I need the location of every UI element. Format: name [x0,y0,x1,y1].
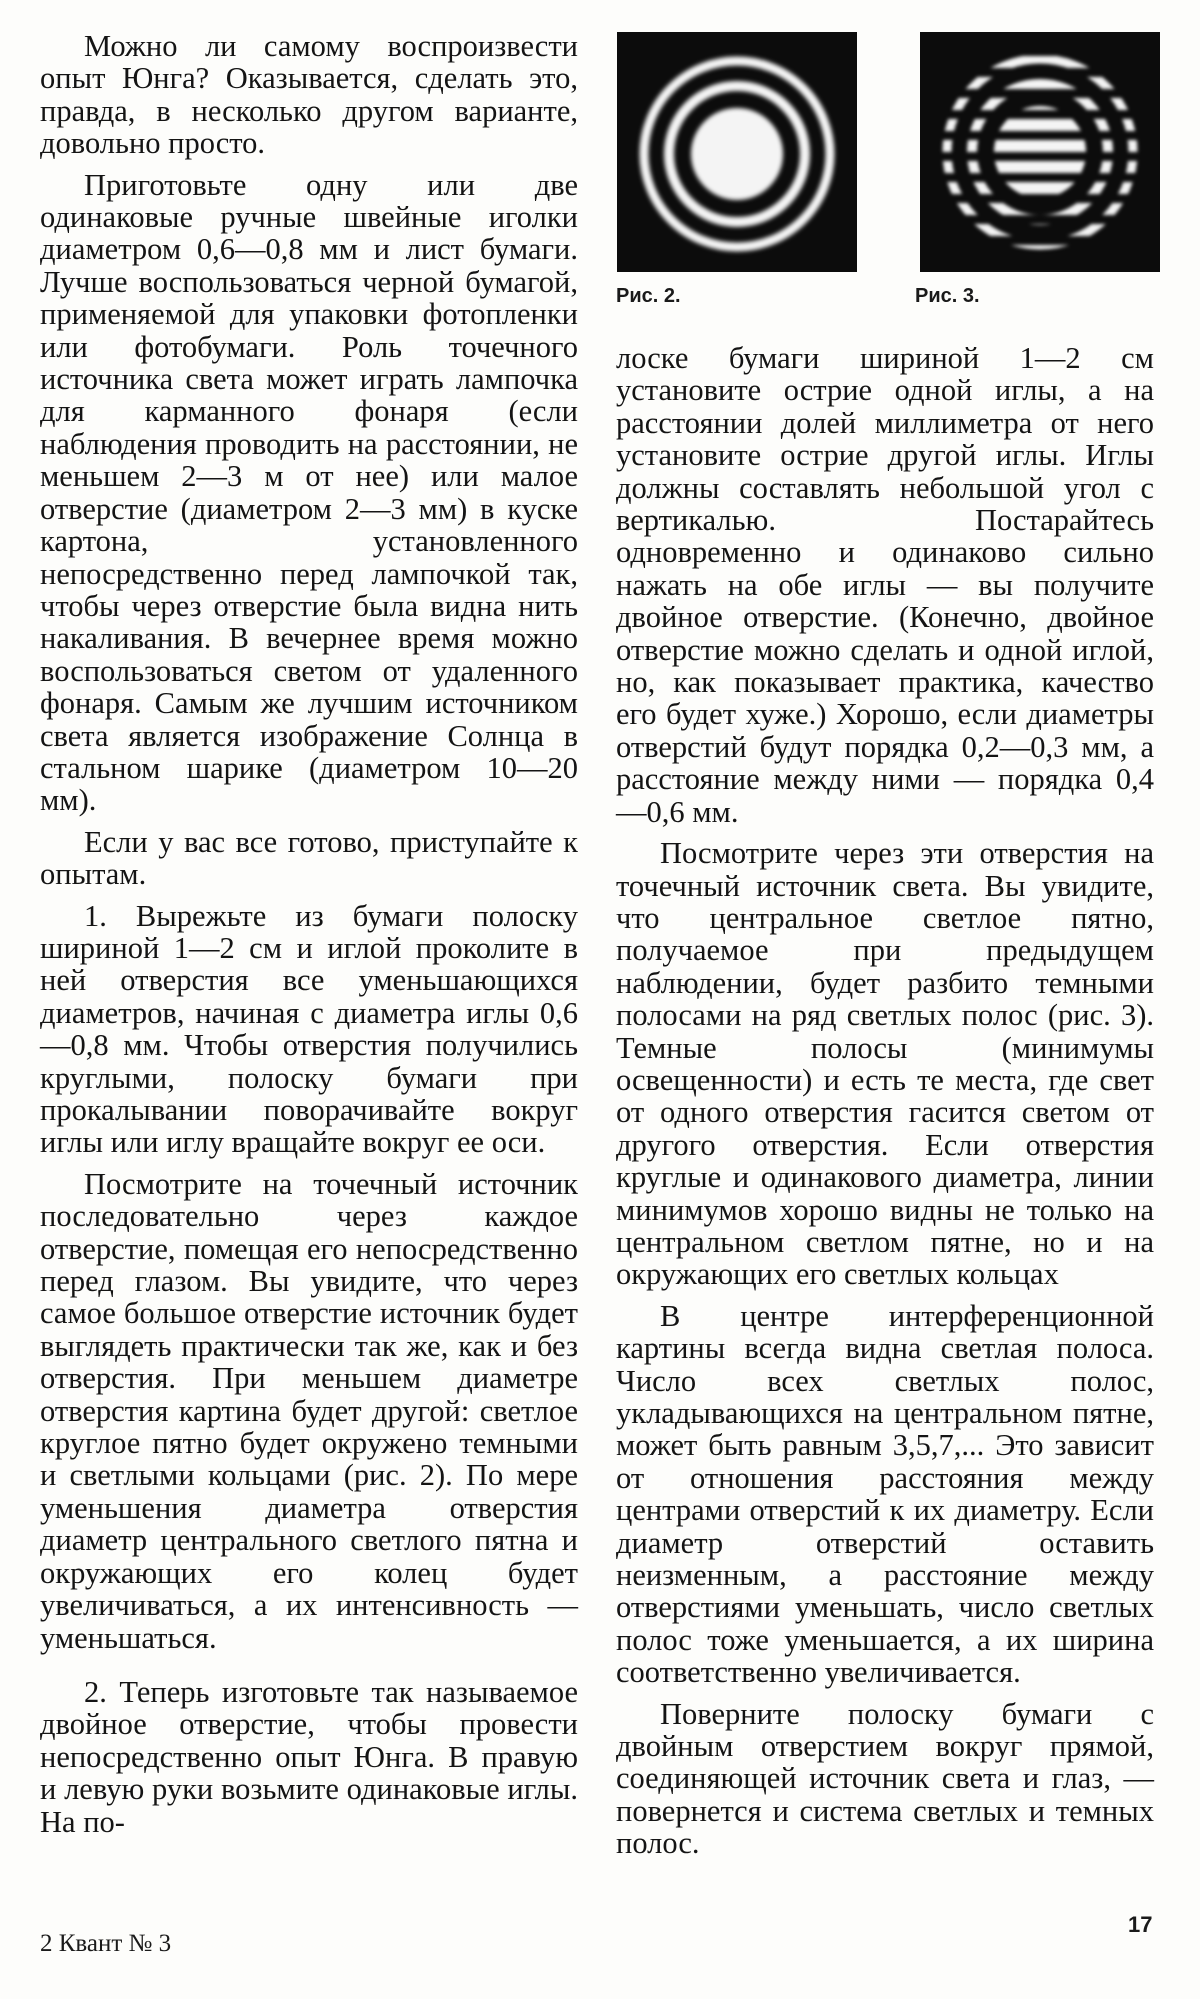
paragraph-observation: Посмотрите на точечный источник последовательно через каждое отверстие, помещая его непосредственно перед глазом. Вы увидите, что через самое большое отверстие источник будет выглядеть практически так же, как и без отверстия. При меньшем диаметре отверстия картина будет другой: светлое круглое пятно будет окружено темными и светлыми кольцами (рис. 2). По мере уменьшения диаметра отверстия диаметр центрального светлого пятна и окружающих его колец будет увеличиваться, а их интенсивность — уменьшаться. [40,1166,578,1655]
left-text-column [40,30,578,1838]
paragraph-fringes: Посмотрите через эти отверстия на точечный источник света. Вы увидите, что центральное светлое пятно, получаемое при предыдущем наблюдении, будет разбито темными полосами на ряд светлых полос (рис. 3). Темные полосы (минимумы освещенности) и есть те места, где свет от одного отверстия гасится светом от другого отверстия. Если отверстия круглые и одинакового диаметра, линии минимумов хорошо видны не только на центральном светлом пятне, но и на окружающих его светлых кольцах [616,836,1154,1292]
figure-2-diffraction-rings [617,32,857,272]
paragraph-step-1: 1. Вырежьте из бумаги полоску шириной 1—2 см и иглой проколите в ней отверстия все уменьшающихся диаметров, начиная с диаметра иглы 0,6—0,8 мм. Чтобы отверстия получились круглыми, полоску бумаги при прокалывании поворачивайте вокруг иглы или иглу вращайте вокруг ее оси. [40,898,578,1160]
figure-2-caption: Рис. 2. [616,285,681,307]
paragraph-materials: Приготовьте одну или две одинаковые ручные швейные иголки диаметром 0,6—0,8 мм и лист бумаги. Лучше воспользоваться черной бумагой, применяемой для упаковки фотопленки или фотобумаги. Роль точечного источника света может играть лампочка для карманного фонаря (если наблюдения проводить на расстоянии, не меньшем 2—3 м от нее) или малое отверстие (диаметром 2—3 мм) в куске картона, установленного непосредственно перед лампочкой так, чтобы через отверстие была видна нить накаливания. В вечернее время можно воспользоваться светом от удаленного фонаря. Самым же лучшим источником света является изображение Солнца в стальном шарике (диаметром 10—20 мм). [40,167,578,818]
figure-3-interference-fringes [920,32,1160,272]
right-text-column [616,342,1154,1860]
paragraph-ready: Если у вас все готово, приступайте к опытам. [40,824,578,892]
figure-2-graphic [617,32,857,272]
footer-signature: 2 Квант № 3 [40,1930,172,1957]
paragraph-central-band: В центре интерференционной картины всегда видна светлая полоса. Число всех светлых полос, укладывающихся на центральном пятне, может быть равным 3,5,7,... Это зависит от отношения расстояния между центрами отверстий к их диаметру. Если диаметр отверстий оставить неизменным, а расстояние между отверстиями уменьшать, число светлых полос тоже уменьшается, а их ширина соответственно увеличивается. [616,1298,1154,1690]
figure-3-caption: Рис. 3. [915,285,980,307]
paragraph-intro: Можно ли самому воспроизвести опыт Юнга? Оказывается, сделать это, правда, в несколько другом варианте, довольно просто. [40,29,578,161]
paragraph-double-hole: лоске бумаги шириной 1—2 см установите острие одной иглы, а на расстоянии долей миллиметра от него установите острие другой иглы. Иглы должны составлять небольшой угол с вертикалью. Постарайтесь одновременно и одинаково сильно нажать на обе иглы — вы получите двойное отверстие. (Конечно, двойное отверстие можно сделать и одной иглой, но, как показывает практика, качество его будет хуже.) Хорошо, если диаметры отверстий будут порядка 0,2—0,3 мм, а расстояние между ними — порядка 0,4—0,6 мм. [616,341,1154,829]
page-number: 17 [1128,1912,1153,1937]
figure-3-graphic [920,32,1160,272]
fig2-central-spot [691,108,783,200]
paragraph-rotate: Поверните полоску бумаги с двойным отверстием вокруг прямой, соединяющей источник света и глаз, — повернется и система светлых и темных полос. [616,1696,1154,1861]
fig3-central-spot [994,106,1086,198]
paragraph-step-2: 2. Теперь изготовьте так называемое двойное отверстие, чтобы провести непосредственно опыт Юнга. В правую и левую руки возьмите одинаковые иглы. На по- [40,1674,578,1839]
